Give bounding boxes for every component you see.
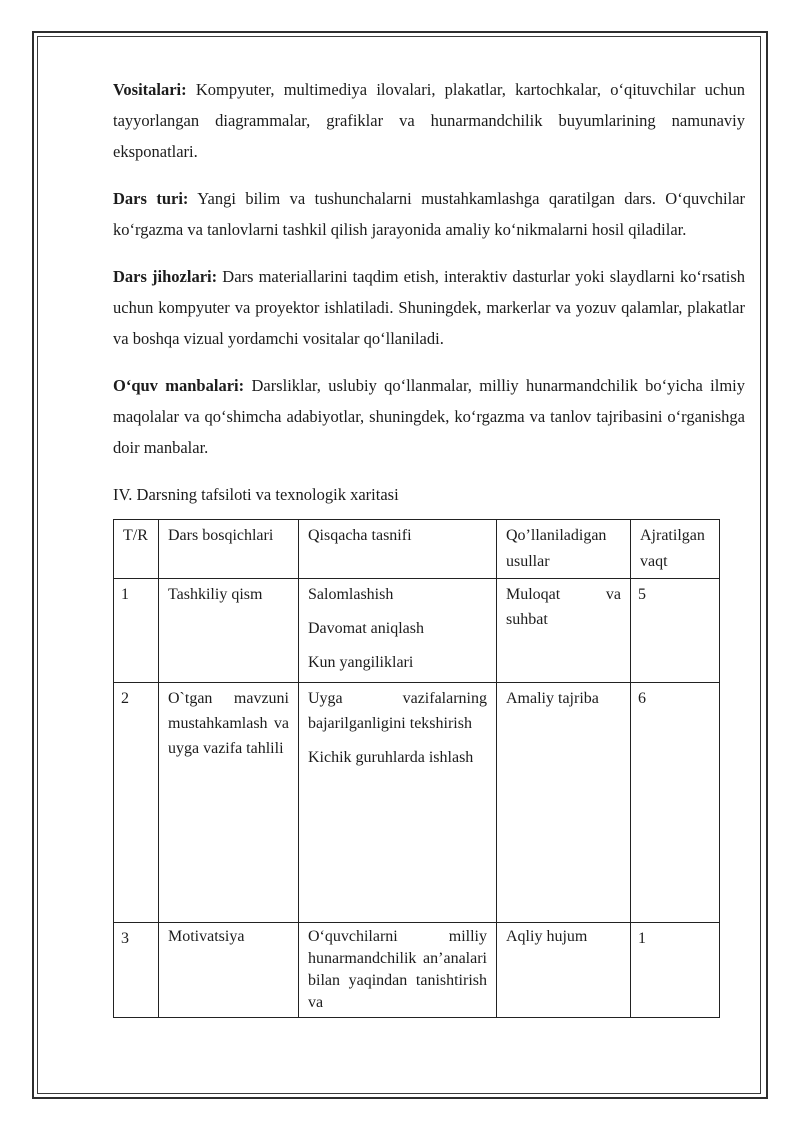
cell-text: Motivatsiya	[168, 928, 245, 945]
paragraph-dars-turi	[113, 183, 745, 245]
cell-methods	[497, 683, 631, 923]
cell-stage	[159, 579, 299, 683]
paragraph-text: Yangi bilim va tushunchalarni mustahkamlashga qaratilgan dars. O‘quvchilar ko‘rgazma va tanlovlarni tashkil qilish jarayonida amaliy ko‘nikmalarni hosil qiladilar.	[113, 189, 746, 239]
header-cell-methods: Qo’llaniladigan usullar	[497, 520, 631, 579]
paragraph-lead: Vositalari:	[113, 80, 187, 99]
paragraph-lead: Dars jihozlari:	[113, 267, 218, 286]
paragraph-lead: O‘quv manbalari:	[113, 376, 245, 395]
section-heading: IV. Darsning tafsiloti va texnologik xaritasi	[113, 485, 399, 504]
cell-text: Salomlashish	[308, 586, 394, 603]
cell-description	[299, 579, 497, 683]
table-row	[114, 579, 720, 683]
header-cell-stage: Dars bosqichlari	[159, 520, 299, 579]
paragraph-oquv-manbalari	[113, 370, 745, 463]
cell-text: Kun yangiliklari	[308, 654, 414, 671]
cell-description	[299, 923, 497, 1018]
page-content	[113, 74, 745, 1018]
table-header-row	[114, 520, 720, 579]
cell-time: 5	[631, 579, 720, 683]
cell-text: O`tgan mavzuni mustahkamlash va uyga vazifa tahlili	[168, 690, 289, 757]
cell-text: Aqliy hujum	[506, 928, 588, 945]
header-cell-tr: T/R	[114, 520, 159, 579]
cell-text: Tashkiliy qism	[168, 586, 263, 603]
cell-time: 1	[631, 923, 720, 1018]
cell-number: 3	[114, 923, 159, 1018]
paragraph-dars-jihozlari	[113, 261, 745, 354]
cell-text: Davomat aniqlash	[308, 620, 424, 637]
cell-time: 6	[631, 683, 720, 923]
table-row	[114, 923, 720, 1018]
paragraph-text: Darsliklar, uslubiy qo‘llanmalar, milliy hunarmandchilik bo‘yicha ilmiy maqolalar va qo‘shimcha adabiyotlar, shuningdek, ko‘rgazma va tanlov tajribasini o‘rganishga doir manbalar.	[113, 376, 746, 457]
cell-description	[299, 683, 497, 923]
cell-text: Amaliy tajriba	[506, 690, 599, 707]
paragraph-text: Kompyuter, multimediya ilovalari, plakatlar, kartochkalar, o‘qituvchilar uchun tayyorlangan diagrammalar, grafiklar va hunarmandchilik buyumlarining namunaviy eksponatlari.	[113, 80, 745, 161]
cell-stage	[159, 923, 299, 1018]
lesson-plan-table	[113, 519, 720, 1018]
cell-text: Kichik guruhlarda ishlash	[308, 749, 474, 766]
paragraph-vositalari	[113, 74, 745, 167]
paragraph-text: Dars materiallarini taqdim etish, interaktiv dasturlar yoki slaydlarni ko‘rsatish uchun kompyuter va proyektor ishlatiladi. Shuningdek, markerlar va yozuv qalamlar, plakatlar va boshqa vizual yordamchi vositalar qo‘llaniladi.	[113, 267, 746, 348]
cell-methods	[497, 923, 631, 1018]
cell-text: Uyga vazifalarning bajarilganligini tekshirish	[308, 690, 487, 732]
header-cell-time: Ajratilgan vaqt	[631, 520, 720, 579]
cell-text: O‘quvchilarni milliy hunarmandchilik an’analari bilan yaqindan tanishtirish va	[308, 928, 487, 1011]
paragraph-lead: Dars turi:	[113, 189, 189, 208]
header-cell-description: Qisqacha tasnifi	[299, 520, 497, 579]
table-row	[114, 683, 720, 923]
cell-stage	[159, 683, 299, 923]
cell-number: 1	[114, 579, 159, 683]
cell-methods	[497, 579, 631, 683]
cell-text: Muloqat va suhbat	[506, 586, 621, 628]
cell-number: 2	[114, 683, 159, 923]
